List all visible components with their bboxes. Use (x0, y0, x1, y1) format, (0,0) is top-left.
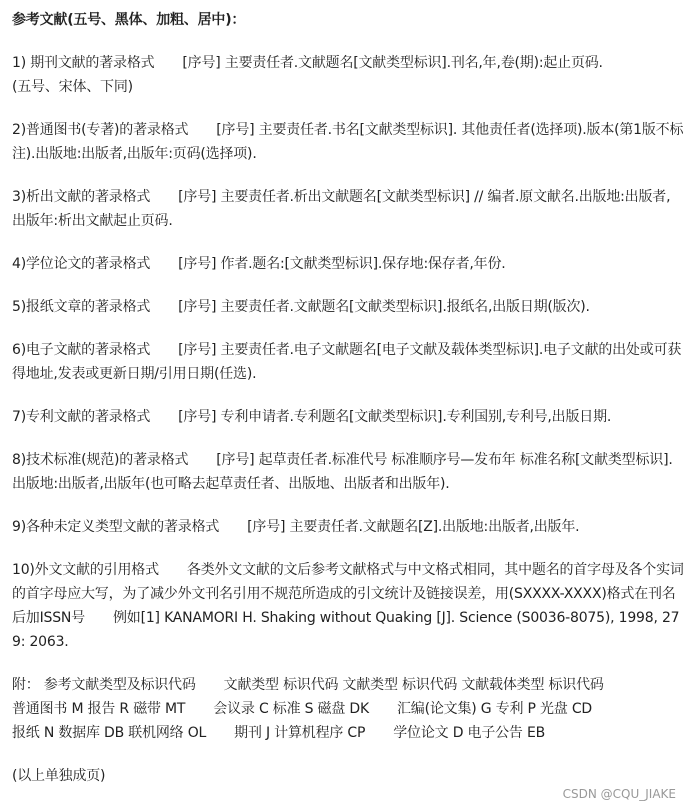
extracted-format-item (12, 185, 684, 233)
appendix-label: 附： 参考文献类型及标识代码 (12, 677, 196, 693)
item-label: 8)技术标准(规范)的著录格式 (12, 452, 189, 468)
item-note: (五号、宋体、下同) (12, 79, 133, 95)
foreign-description: 各类外文文献的文后参考文献格式与中文格式相同，其中题名的首字母及各个实词的首字母应大写，为了减少外文刊名引用不规范所造成的引文统计及链接误差，用(SXXXX-XXXX)格式在刊名后加ISSN号 (12, 562, 684, 626)
appendix-row: 汇编(论文集) G 专利 P 光盘 CD (396, 701, 593, 717)
electronic-format-item (12, 338, 684, 386)
references-heading: 参考文献(五号、黑体、加粗、居中)： (12, 12, 246, 28)
appendix-row: 普通图书 M 报告 R 磁带 MT (12, 701, 186, 717)
item-format: [序号] 作者.题名:[文献类型标识].保存地:保存者,年份. (178, 256, 506, 272)
item-label: 7)专利文献的著录格式 (12, 409, 151, 425)
item-label: 9)各种未定义类型文献的著录格式 (12, 519, 220, 535)
item-label: 1) 期刊文献的著录格式 (12, 55, 155, 71)
document-body (12, 8, 684, 788)
newspaper-format-item (12, 295, 684, 319)
item-format: [序号] 主要责任者.文献题名[文献类型标识].刊名,年,卷(期):起止页码. (182, 55, 603, 71)
thesis-format-item (12, 252, 684, 276)
appendix-row: 会议录 C 标准 S 磁盘 DK (213, 701, 369, 717)
item-format: [序号] 专利申请者.专利题名[文献类型标识].专利国别,专利号,出版日期. (178, 409, 612, 425)
foreign-format-item (12, 558, 684, 654)
appendix-row: 学位论文 D 电子公告 EB (393, 725, 546, 741)
item-label: 4)学位论文的著录格式 (12, 256, 151, 272)
journal-format-item (12, 51, 684, 99)
item-format: [序号] 主要责任者.书名[文献类型标识]. 其他责任者(选择项).版本(第1版不标注).出版地:出版者,出版年:页码(选择项). (12, 122, 684, 162)
appendix-row: 期刊 J 计算机程序 CP (234, 725, 366, 741)
item-label: 10)外文文献的引用格式 (12, 562, 159, 578)
item-label: 3)析出文献的著录格式 (12, 189, 151, 205)
item-format: [序号] 主要责任者.电子文献题名[电子文献及载体类型标识].电子文献的出处或可获得地址,发表或更新日期/引用日期(任选). (12, 342, 682, 382)
item-label: 6)电子文献的著录格式 (12, 342, 151, 358)
footer-note: (以上单独成页) (12, 768, 106, 784)
item-format: [序号] 主要责任者.文献题名[文献类型标识].报纸名,出版日期(版次). (178, 299, 590, 315)
undefined-format-item (12, 515, 684, 539)
appendix-header: 文献类型 标识代码 文献类型 标识代码 文献载体类型 标识代码 (223, 677, 604, 693)
item-format: [序号] 主要责任者.文献题名[Z].出版地:出版者,出版年. (247, 519, 580, 535)
standard-format-item (12, 448, 684, 496)
item-label: 5)报纸文章的著录格式 (12, 299, 151, 315)
book-format-item (12, 118, 684, 166)
foreign-example: 例如[1] KANAMORI H. Shaking without Quaking [J]. Science (S0036-8075), 1998, 279: 2063. (12, 610, 680, 650)
item-format: [序号] 起草责任者.标准代号 标准顺序号—发布年 标准名称[文献类型标识].出版地:出版者,出版年(也可略去起草责任者、出版地、出版者和出版年). (12, 452, 673, 492)
appendix-row: 报纸 N 数据库 DB 联机网络 OL (12, 725, 207, 741)
item-format: [序号] 主要责任者.析出文献题名[文献类型标识] // 编者.原文献名.出版地:出版者,出版年:析出文献起止页码. (12, 189, 671, 229)
patent-format-item (12, 405, 684, 429)
item-label: 2)普通图书(专著)的著录格式 (12, 122, 189, 138)
appendix-block (12, 673, 684, 745)
csdn-watermark: CSDN @CQU_JIAKE (562, 787, 676, 801)
